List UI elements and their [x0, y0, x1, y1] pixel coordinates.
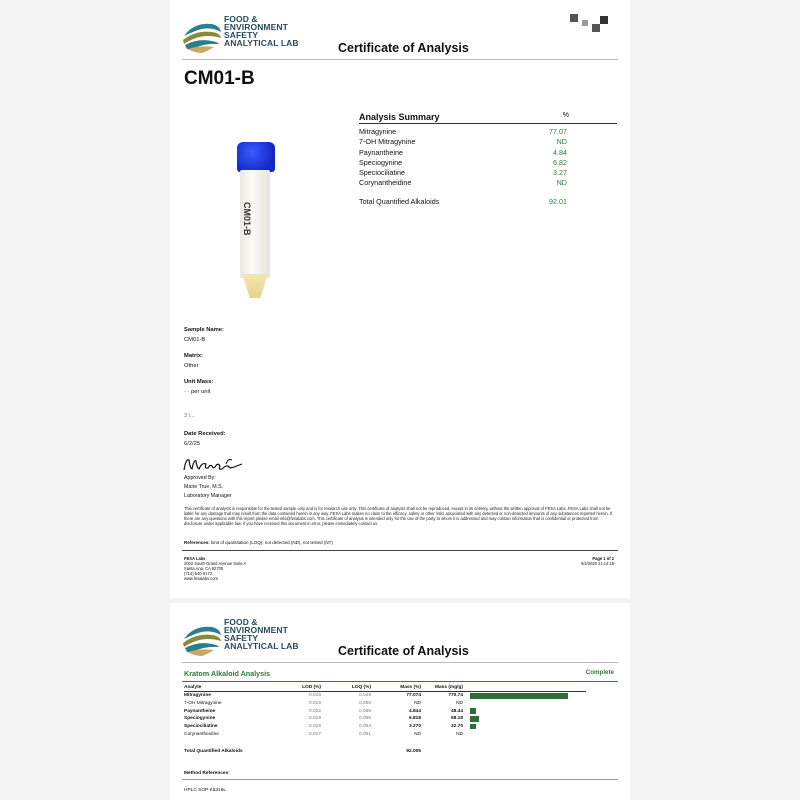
footer-divider [182, 550, 618, 551]
mass-bar [470, 724, 476, 730]
references-label: References: [184, 540, 210, 545]
lod-cell: 0.019 [308, 701, 321, 707]
tube-cap [237, 142, 275, 172]
mass-mgg-cell: ND [456, 731, 463, 737]
mass-bar [470, 693, 568, 699]
lod-cell: 0.022 [308, 708, 321, 714]
analyte-cell: Speciogynine [184, 716, 216, 722]
sample-name-value: CM01-B [184, 337, 206, 343]
document-title: Certificate of Analysis [338, 644, 469, 658]
document-title: Certificate of Analysis [338, 41, 469, 55]
report-timestamp: 6/4/2025 21:14:19 [580, 561, 614, 566]
summary-heading: Analysis Summary [359, 112, 440, 122]
lab-name: FOOD & ENVIRONMENT SAFETY ANALYTICAL LAB [224, 617, 299, 651]
table-row [184, 692, 586, 700]
table-row [184, 723, 586, 731]
disclaimer-text: This certificate of analysis is responsible for the tested sample only and is for research use only. This certificate of analysis shall not be reproduced, except in its entirety, without the written approval of FESA Labs. FESA Labs shall not be liable for any damage that may result from the data contained herein in any way. FESA Labs makes no claim to the efficacy, safety or other risks associated with any detected or non-detected amounts of any substances reported herein. If there are any questions with this report please email info@fesalabs.com. This certificate of analysis is intended only for the use of the party to whom it is addressed and may contain information that is confidential or protected from disclosure under applicable law. If you have received this document in error, please immediately contact us. [184, 506, 613, 526]
coa-page-2 [170, 603, 630, 800]
mass-bar-cell [467, 723, 586, 731]
unit-mass-value: · · per unit [184, 389, 211, 395]
mass-pct-cell: 6.818 [408, 716, 421, 722]
matrix-value: Other [184, 363, 199, 369]
lod-cell: 0.018 [308, 724, 321, 730]
mass-bar [470, 708, 476, 714]
method-references-label: Method References: [184, 771, 230, 776]
col-analyte: Analyte [184, 685, 280, 692]
partial-field: 3 l... [184, 413, 195, 419]
kratom-section-title: Kratom Alkaloid Analysis [184, 669, 271, 678]
table-total-row [184, 748, 586, 756]
approver-name: Marie True, M.S. [184, 484, 224, 490]
matrix-label: Matrix: [184, 353, 204, 359]
mass-mgg-cell: 770.74 [448, 693, 463, 699]
mass-mgg-cell: 32.70 [450, 724, 463, 730]
summary-row: Paynantheine 4.84 [359, 147, 567, 157]
mass-bar [470, 716, 479, 722]
summary-row: Mitragynine 77.07 [359, 127, 567, 136]
mass-pct-cell: ND [414, 731, 421, 737]
mass-bar-cell [467, 730, 586, 738]
approved-by-label: Approved By: [184, 475, 216, 481]
analyte-cell: Speciociliatine [184, 724, 218, 730]
loq-cell: 0.054 [358, 724, 371, 730]
mass-mgg-cell: ND [456, 701, 463, 707]
summary-row: Corynantheidine ND [359, 178, 567, 188]
summary-header [359, 112, 617, 124]
analyte-cell: Mitragynine [184, 693, 211, 699]
footer-company: FESA Labs [184, 556, 206, 561]
analysis-summary [359, 112, 617, 207]
approver-role: Laboratory Manager [184, 493, 232, 499]
mass-bar-cell [467, 707, 586, 715]
method-reference-value: HPLC SOP K5316L [184, 788, 227, 793]
loq-cell: 0.056 [358, 716, 371, 722]
lod-cell: 0.016 [308, 693, 321, 699]
kratom-alkaloid-table [184, 685, 586, 756]
summary-total-row: Total Quantified Alkaloids 92.01 [359, 196, 567, 206]
total-value: 92.006 [406, 749, 421, 755]
analyte-cell: Corynantheidine [184, 731, 219, 737]
mass-pct-cell: 4.844 [408, 708, 421, 714]
col-mass-pct: Mass (%) [375, 685, 425, 692]
col-loq: LOQ (%) [325, 685, 375, 692]
lab-logo-icon [182, 14, 222, 54]
lod-cell: 0.017 [308, 731, 321, 737]
sample-tube-image [233, 142, 283, 302]
loq-cell: 0.051 [358, 731, 371, 737]
header-divider [182, 59, 618, 60]
lab-logo [182, 14, 302, 54]
summary-row: Speciogynine 6.82 [359, 157, 567, 167]
header-divider [182, 662, 618, 663]
total-label: Total Quantified Alkaloids [184, 749, 243, 755]
summary-row: 7-OH Mitragynine ND [359, 137, 567, 147]
sample-name-block [184, 327, 224, 343]
analyte-cell: 7-OH Mitragynine [184, 701, 222, 707]
mass-mgg-cell: 48.44 [450, 708, 463, 714]
summary-unit: % [562, 112, 569, 119]
table-row [184, 715, 586, 723]
date-received-label: Date Received: [184, 431, 226, 437]
loq-cell: 0.066 [358, 708, 371, 714]
status-badge: Complete [585, 669, 614, 676]
matrix-block [184, 353, 203, 369]
tube-powder [242, 274, 268, 298]
references-text: limit of quantitation (LOQ), not detected (ND), not tested (NT) [211, 540, 333, 545]
mass-bar-cell [467, 700, 586, 708]
mass-pct-cell: 3.270 [408, 724, 421, 730]
mass-mgg-cell: 68.18 [450, 716, 463, 722]
lab-logo-icon [182, 617, 222, 657]
tube-label: CM01-B [242, 202, 252, 236]
approval-block [184, 474, 232, 501]
date-received-value: 6/2/25 [184, 441, 201, 447]
section-divider [182, 681, 618, 682]
coa-page-1 [170, 0, 630, 598]
lab-name: FOOD & ENVIRONMENT SAFETY ANALYTICAL LAB [224, 14, 299, 48]
footer-page-info [581, 556, 614, 566]
signature-image [182, 454, 246, 474]
mass-bar-cell [467, 715, 586, 723]
unit-mass-label: Unit Mass: [184, 379, 214, 385]
analyte-cell: Paynantheine [184, 708, 216, 714]
table-row [184, 707, 586, 715]
footer-address: FESA Labs 2002 South Grand Avenue Suite A Santa Ana, CA 92705 (714) 540-0172 www.fesalabs.com [184, 556, 247, 581]
col-lod: LOD (%) [280, 685, 325, 692]
lod-cell: 0.019 [308, 716, 321, 722]
mass-bar-cell [467, 692, 586, 700]
summary-row: Speciociliatine 3.27 [359, 168, 567, 178]
date-received-block [184, 431, 226, 447]
unit-mass-block [184, 379, 213, 395]
loq-cell: 0.058 [358, 701, 371, 707]
references-line [184, 540, 333, 545]
loq-cell: 0.049 [358, 693, 371, 699]
table-row [184, 700, 586, 708]
method-divider [182, 779, 618, 780]
col-mass-mgg: Mass (mg/g) [425, 685, 467, 692]
qr-code [570, 14, 612, 34]
table-row [184, 730, 586, 738]
mass-pct-cell: ND [414, 701, 421, 707]
mass-pct-cell: 77.074 [406, 693, 421, 699]
lab-logo [182, 617, 302, 657]
sample-name-label: Sample Name: [184, 327, 224, 333]
sample-id-heading: CM01-B [184, 68, 255, 89]
page-number: Page 1 of 2 [592, 556, 614, 561]
